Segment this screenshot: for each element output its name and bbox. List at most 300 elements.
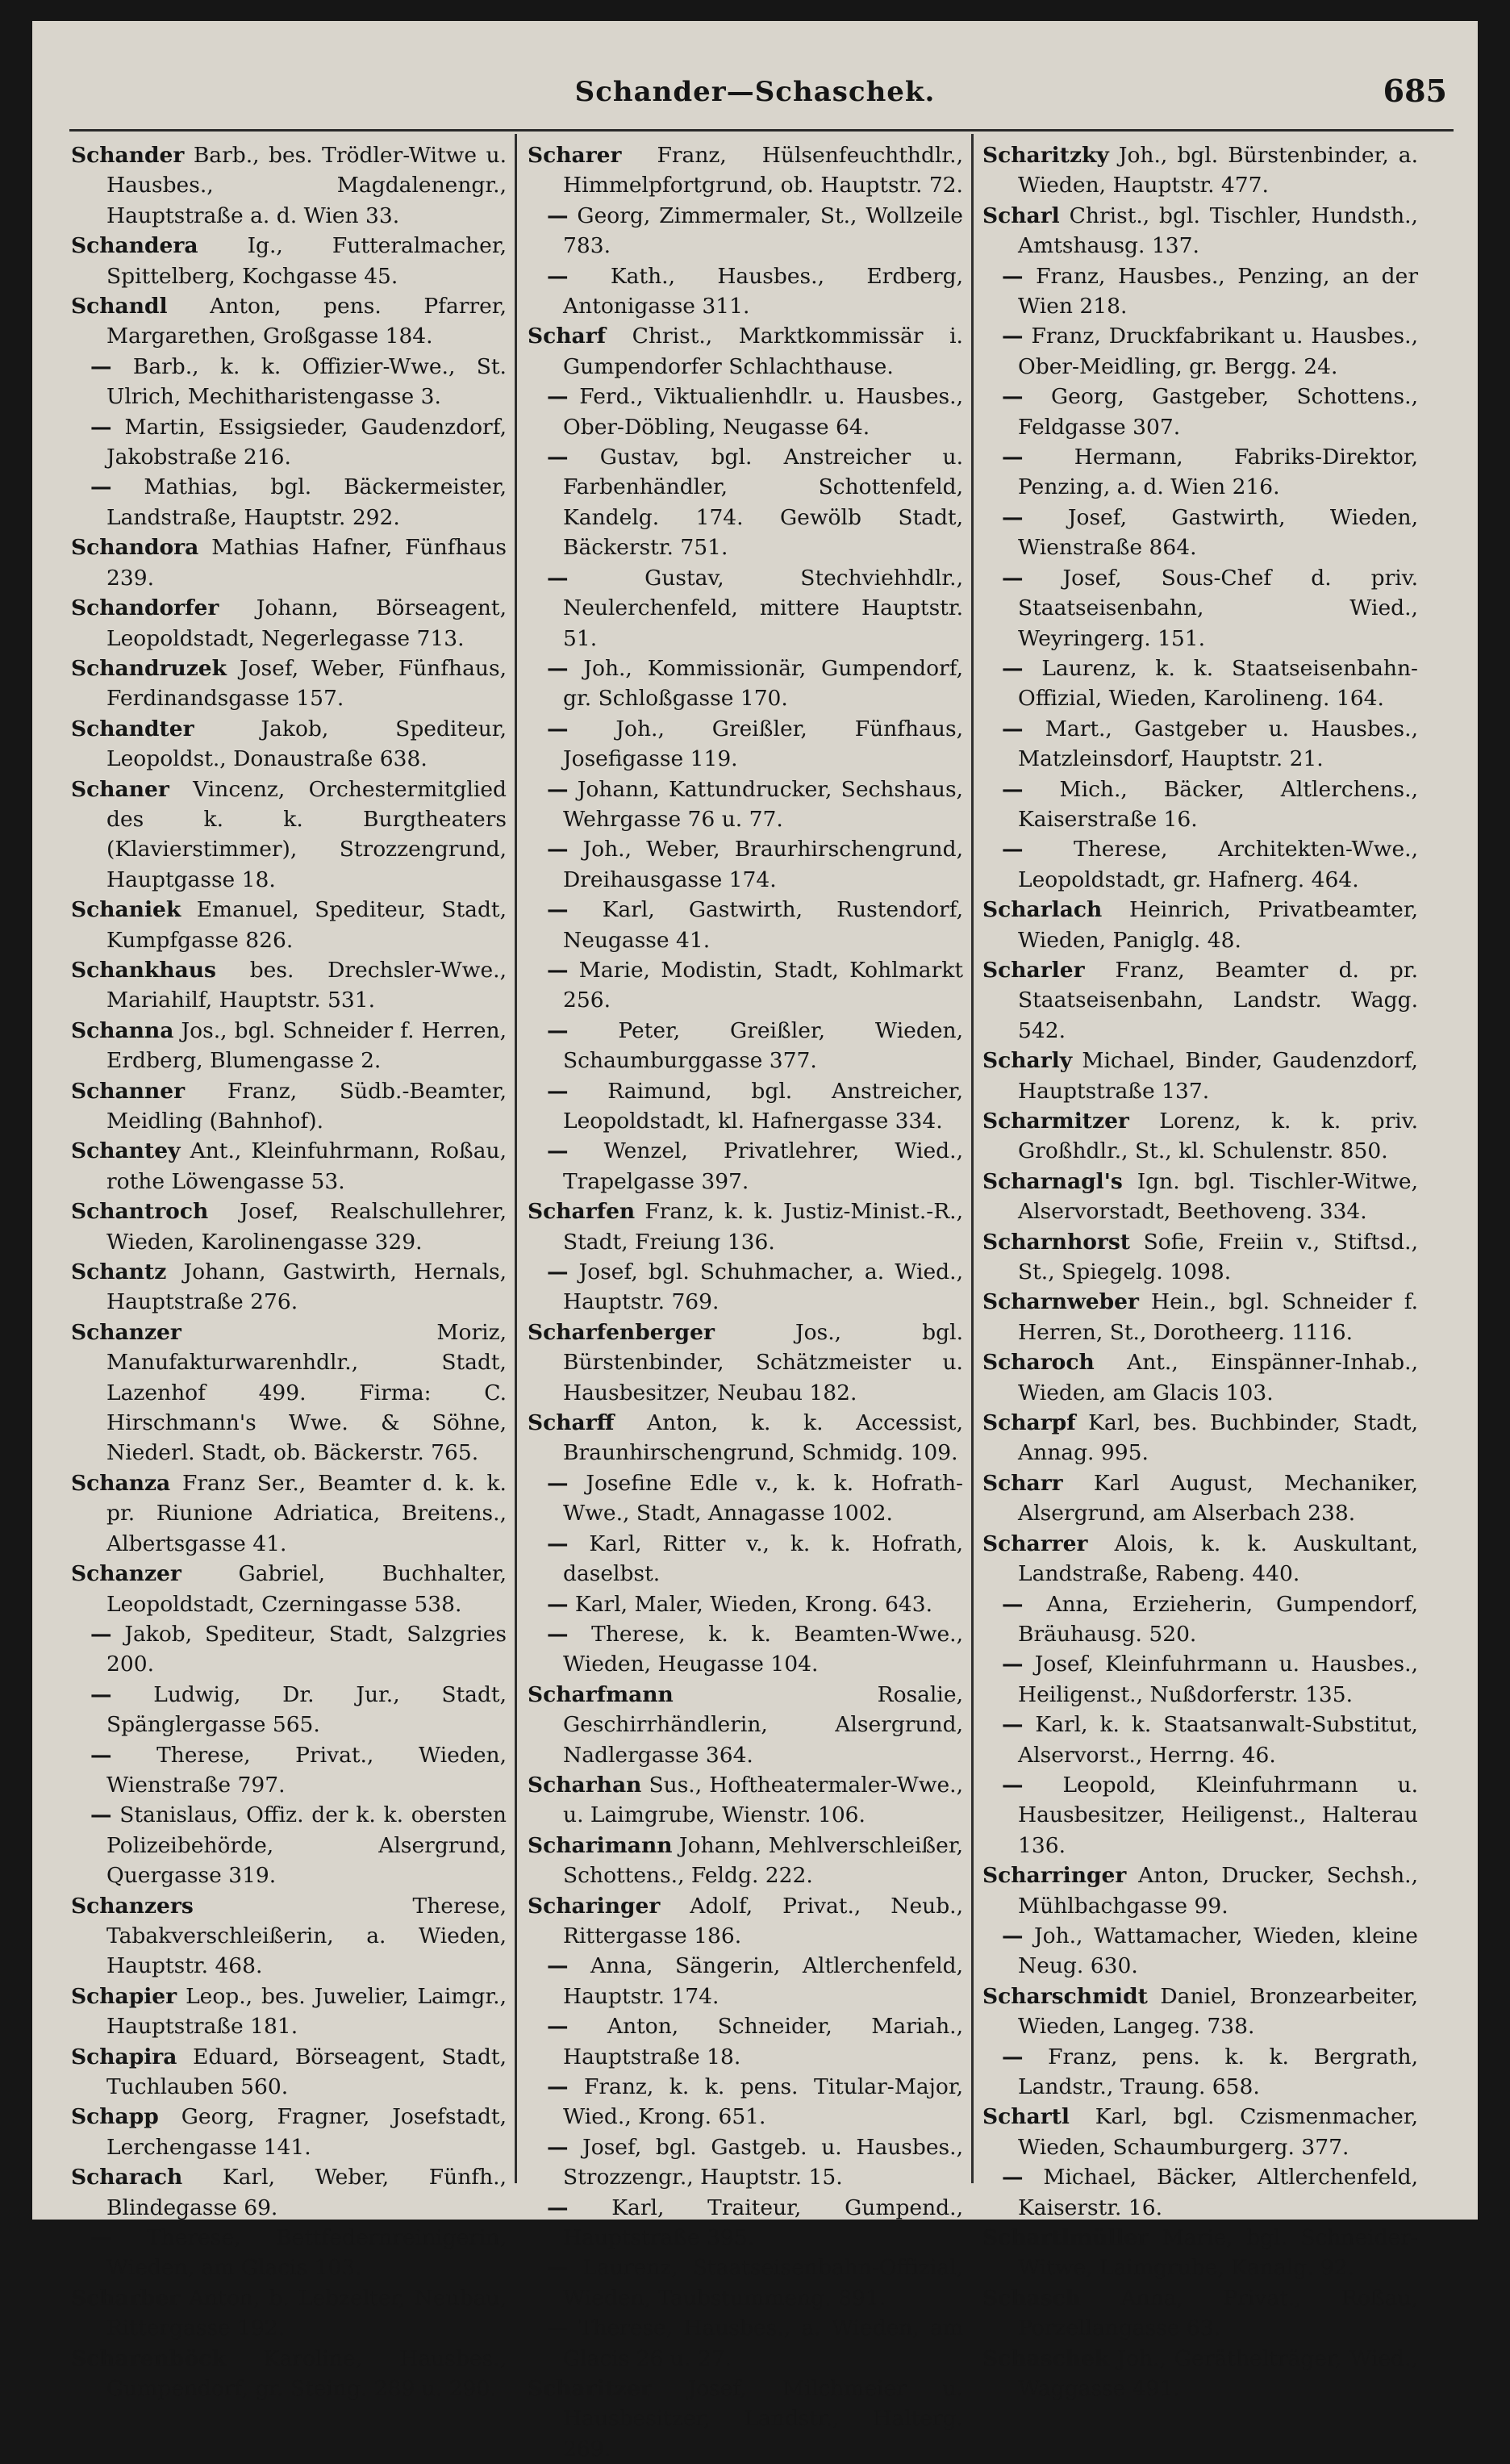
running-title: Schander—Schaschek. — [574, 76, 936, 108]
directory-entry — [71, 1619, 507, 1680]
entry-details: Jakob, Spediteur, Leopoldst., Donaustraße 638. — [106, 716, 507, 772]
directory-entry — [71, 2223, 507, 2283]
entry-details: Ferd., Viktualienhdlr. u. Hausbes., Ober-Döbling, Neugasse 64. — [563, 384, 963, 440]
entry-surname: Scharer — [528, 143, 622, 168]
entry-details: Karl, Gastwirth, Rustendorf, Neugasse 41. — [563, 897, 963, 953]
directory-entry — [528, 2011, 963, 2072]
entry-surname: Schander — [71, 143, 185, 168]
entry-details: Franz, k. k. pens. Titular-Major, Wied., Krong. 651. — [563, 2074, 963, 2130]
entry-surname: — — [1002, 1712, 1024, 1738]
entry-surname: Scharschmidt — [982, 1983, 1148, 2009]
directory-entry — [982, 1589, 1418, 1650]
entry-details: Marie, Modistin, Stadt, Kohlmarkt 256. — [563, 957, 963, 1013]
entry-surname: — — [547, 2316, 569, 2341]
entry-surname: — — [90, 1681, 112, 1707]
entry-surname: Scharly — [982, 1048, 1073, 1074]
entry-surname: — — [1002, 655, 1024, 681]
entry-surname: — — [547, 837, 569, 862]
directory-entry — [528, 261, 963, 322]
entry-details: Anna, Erzieherin, Gumpendorf, Bräuhausg. 520. — [1018, 1591, 1418, 1647]
directory-entry — [71, 1740, 507, 1801]
entry-details: Franz, Beamter d. pr. Staatseisenbahn, Landstr. Wagg. 542. — [1018, 957, 1418, 1043]
entry-surname: — — [1002, 2044, 1024, 2069]
entry-details: Karl, bgl. Czismenmacher, Wieden, Schaumburgerg. 377. — [1018, 2104, 1418, 2160]
entry-surname: Schandorfer — [71, 595, 219, 621]
directory-entry — [528, 2132, 963, 2193]
entry-details: Franz, pens. k. k. Bergrath, Landstr., Traung. 658. — [1018, 2044, 1418, 2099]
directory-entry — [528, 1408, 963, 1468]
directory-entry — [528, 1951, 963, 2011]
directory-entry — [982, 2162, 1418, 2223]
entry-details: Mart., Gastgeber u. Hausbes., Matzleinsdorf, Hauptstr. 21. — [1018, 716, 1418, 772]
entry-details: Josef, bgl. Schuhmacher, a. Wied., Hauptstr. 769. — [563, 1259, 963, 1315]
entry-surname: Scharringer — [982, 1863, 1127, 1889]
entry-surname: — — [90, 2225, 112, 2251]
entry-surname: — — [547, 655, 569, 681]
directory-entry — [71, 1982, 507, 2042]
directory-entry — [71, 472, 507, 532]
directory-entry — [71, 231, 507, 291]
directory-entry — [528, 895, 963, 955]
entry-details: Georg, Gastgeber, Schottens., Feldgasse 307. — [1018, 384, 1418, 440]
directory-entry — [982, 1770, 1418, 1861]
directory-entry — [528, 834, 963, 895]
entry-details: Martin, Essigsieder, Gaudenzdorf, Jakobstraße 216. — [106, 414, 507, 470]
directory-entry — [71, 2042, 507, 2103]
entry-surname: — — [1002, 1772, 1024, 1798]
directory-entry — [71, 1891, 507, 1982]
directory-entry — [71, 412, 507, 473]
entry-surname: Scharhan — [528, 1772, 642, 1798]
entry-details: Sofie, Freiin v., Stiftsd., St., Spiegelg. 1098. — [1018, 1229, 1418, 1285]
entry-details: Alois, k. k. Auskultant, Landstraße, Rabeng. 440. — [1018, 1531, 1418, 1587]
directory-entry — [982, 140, 1418, 201]
directory-entry — [528, 140, 963, 201]
entry-surname: — — [547, 1259, 569, 1285]
directory-entry — [528, 1468, 963, 1529]
entry-details: Therese, Hausbes., a. Wieden, am Glacis 26 u. 27. — [563, 2316, 963, 2371]
entry-details: Franz, Druckfabrikant u. Hausbes., Ober-Meidling, gr. Bergg. 24. — [1018, 324, 1418, 379]
entry-surname: Schandl — [71, 294, 168, 319]
entry-surname: Schankhaus — [71, 957, 216, 983]
entry-details: Georg, Fragner, Josefstadt, Lerchengasse 141. — [106, 2104, 507, 2160]
directory-entry — [528, 2072, 963, 2132]
directory-entry — [982, 834, 1418, 895]
entry-details: Joh., Wattamacher, Wieden, kleine Neug. 630. — [1018, 1923, 1418, 1979]
directory-entry — [528, 1076, 963, 1137]
entry-surname: Schandora — [71, 535, 199, 561]
directory-entry — [528, 654, 963, 714]
entry-surname: Scharitzer — [528, 2376, 652, 2402]
directory-entry — [71, 654, 507, 714]
entry-surname: — — [90, 1802, 112, 1828]
directory-entry — [528, 775, 963, 835]
entry-surname: Schaniek — [71, 897, 181, 923]
entry-surname: — — [547, 776, 569, 802]
entry-details: Ign. bgl. Tischler-Witwe, Alservorstadt, Beethoveng. 334. — [1018, 1168, 1418, 1225]
entry-details: Jos., bgl. Schneider f. Herren, Erdberg, Blumengasse 2. — [106, 1017, 507, 1074]
entry-details: Karl, Ritter v., k. k. Hofrath, daselbst. — [563, 1531, 963, 1587]
directory-entry — [982, 201, 1418, 261]
entry-details: Christ., Marktkommissär i. Gumpendorfer Schlachthause. — [563, 324, 963, 379]
directory-entry — [982, 1046, 1418, 1106]
entry-details: Wenzel, Privatlehrer, Wied., Trapelgasse 397. — [563, 1138, 963, 1194]
entry-surname: — — [1002, 324, 1024, 349]
directory-entry — [71, 1016, 507, 1076]
directory-entry — [982, 2283, 1418, 2344]
entry-surname: — — [1002, 445, 1024, 470]
directory-entry — [71, 2283, 507, 2344]
entry-surname: Schartlmüller — [982, 2225, 1149, 2251]
directory-entry — [982, 261, 1418, 322]
directory-entry — [982, 382, 1418, 442]
entry-details: Therese, Tabakverschleißerin, a. Wieden, Hauptstr. 468. — [106, 1893, 507, 1979]
entry-details: Johann, Mehlverschleißer, Schottens., Feldg. 222. — [563, 1832, 963, 1889]
entry-details: Joh., Kommissionär, Gumpendorf, gr. Schloßgasse 170. — [563, 655, 963, 712]
entry-details: Karl, Traiteur, Gumpend., Hauptstraße 395. — [563, 2195, 963, 2251]
directory-entry — [982, 1861, 1418, 1921]
directory-entry — [982, 1649, 1418, 1710]
entry-surname: Scharnweber — [982, 1289, 1139, 1315]
entry-surname: — — [1002, 776, 1024, 802]
entry-surname: — — [547, 2195, 569, 2220]
entry-details: Vincenz, Orchestermitglied des k. k. Burgtheaters (Klavierstimmer), Strozzengrund, Hauptgasse 18. — [106, 776, 507, 892]
entry-surname: — — [547, 2134, 569, 2160]
entry-details: Josef, bgl. Gastgeb. u. Hausbes., Strozzengr., Hauptstr. 15. — [563, 2134, 963, 2190]
entry-details: Johann, Börseagent, Leopoldstadt, Negerlegasse 713. — [106, 595, 507, 651]
entry-surname: — — [1002, 1923, 1024, 1948]
entry-details: Georg, Zimmermaler, St., Wollzeile 783. — [563, 203, 963, 259]
directory-entry — [528, 563, 963, 654]
page-number: 685 — [1383, 73, 1447, 109]
entry-details: Karl August, Mechaniker, Alsergrund, am Alserbach 238. — [1018, 1470, 1418, 1526]
entry-details: Ant., Kleinfuhrmann, Roßau, rothe Löwengasse 53. — [106, 1138, 507, 1194]
directory-entry — [71, 1468, 507, 1559]
entry-details: Jos., bgl. Bürstenbinder, Schätzmeister u. Hausbesitzer, Neubau 182. — [563, 1319, 963, 1405]
directory-entry — [71, 714, 507, 775]
entry-details: Gustav, bgl. Anstreicher u. Farbenhändler, Schottenfeld, Kandelg. 174. Gewölb Stadt, Bäckerstr. 751. — [563, 445, 963, 561]
entry-surname: Scharpf — [982, 1410, 1076, 1436]
entry-details: Heinrich, Privatbeamter, Wieden, Paniglg. 48. — [1018, 897, 1418, 953]
directory-entry — [71, 1680, 507, 1740]
entry-details: bes. Drechsler-Wwe., Mariahilf, Hauptstr. 531. — [106, 957, 507, 1013]
entry-surname: — — [547, 1531, 569, 1556]
directory-entry — [528, 955, 963, 1016]
entry-details: Stanislaus, Offiz. der k. k. obersten Polizeibehörde, Alsergrund, Quergasse 319. — [106, 1802, 507, 1889]
entry-surname: Schandera — [71, 233, 198, 259]
entry-details: Lorenz, k. k. priv. Großhdlr., St., kl. Schulenstr. 850. — [1018, 1109, 1418, 1164]
entry-surname: — — [90, 474, 112, 500]
entry-surname: — — [90, 414, 112, 440]
entry-surname: — — [547, 1138, 569, 1164]
directory-entry — [71, 2102, 507, 2162]
directory-entry — [528, 1016, 963, 1076]
directory-entry — [982, 1106, 1418, 1167]
directory-entry — [71, 1136, 507, 1197]
page-header — [32, 68, 1478, 116]
entry-surname: — — [547, 384, 569, 410]
entry-surname: Scharach — [71, 2165, 183, 2190]
entry-details: Johann, Kattundrucker, Sechshaus, Wehrgasse 76 u. 77. — [563, 776, 963, 832]
entry-surname: Scharber — [71, 2285, 181, 2311]
directory-entry — [528, 2193, 963, 2253]
entry-surname: — — [1002, 263, 1024, 289]
entry-surname: Schanza — [71, 1470, 171, 1496]
entry-details: Mathias Hafner, Fünfhaus 239. — [106, 535, 507, 591]
entry-surname: — — [547, 2255, 569, 2281]
entry-surname: Scharf — [528, 324, 607, 349]
entry-surname: Schanzer — [71, 1319, 181, 1345]
entry-surname: — — [547, 1470, 569, 1496]
column-2 — [528, 140, 963, 2464]
entry-details: Joh., Weber, Braurhirschengrund, Dreihausgasse 174. — [563, 837, 963, 892]
directory-entry — [982, 2042, 1418, 2103]
entry-surname: Schantey — [71, 1138, 181, 1164]
entry-surname: Schartl — [982, 2104, 1070, 2130]
entry-surname: Scharenböck — [71, 2345, 227, 2371]
entry-surname: — — [547, 1621, 569, 1647]
entry-surname: Scharimann — [528, 1832, 673, 1858]
entry-surname: Schaner — [71, 776, 169, 802]
entry-details: Karoline, Hausbes., Gumpendorf, gr. Steing. 289 u. 290. — [106, 2345, 507, 2402]
entry-surname: Scharoch — [982, 1350, 1095, 1376]
entry-details: Ludwig, Dr. Jur., Stadt, Spänglergasse 565. — [106, 1681, 507, 1738]
entry-surname: Scharfenberger — [528, 1319, 715, 1345]
entry-details: Michael, Bäcker, Altlerchenfeld, Kaiserstr. 16. — [1018, 2165, 1418, 2220]
directory-entry — [71, 2344, 507, 2404]
entry-surname: — — [547, 2074, 569, 2099]
directory-entry — [982, 2223, 1418, 2283]
entry-details: Anton, k. k. Accessist, Braunhirschengrund, Schmidg. 109. — [563, 1410, 963, 1466]
entry-details: Ant., Einspänner-Inhab., Wieden, am Glacis 103. — [1018, 1350, 1418, 1405]
directory-entry — [982, 955, 1418, 1046]
entry-details: Hein., bgl. Schneider f. Herren, St., Dorotheerg. 1116. — [1018, 1289, 1418, 1345]
entry-details: Franz, Hausbes., Penzing, an der Wien 218. — [1018, 263, 1418, 319]
directory-entry — [982, 775, 1418, 835]
directory-entry — [528, 1197, 963, 1257]
entry-details: Franz, Hülsenfeuchthdlr., Himmelpfortgrund, ob. Hauptstr. 72. — [563, 143, 963, 198]
directory-entry — [982, 714, 1418, 775]
entry-details: Josef, Realschullehrer, Wieden, Karolinengasse 329. — [106, 1199, 507, 1255]
entry-details: Anton, pens. Pfarrer, Margarethen, Großgasse 184. — [106, 294, 507, 349]
entry-details: Josef, Sous-Chef d. priv. Staatseisenbahn, Wied., Weyringerg. 151. — [1018, 565, 1418, 651]
entry-surname: — — [547, 1591, 569, 1617]
entry-surname: — — [1002, 837, 1024, 862]
column-divider — [515, 134, 517, 2183]
entry-details: Raimund, bgl. Anstreicher, Leopoldstadt, kl. Hafnergasse 334. — [563, 1078, 963, 1134]
entry-surname: Schanner — [71, 1078, 186, 1104]
entry-details: Karl, Maler, Wieden, Krong. 643. — [568, 1591, 932, 1617]
directory-entry — [528, 1589, 963, 1619]
entry-details: Adolf, Privat., Neub., Rittergasse 186. — [563, 1893, 963, 1948]
directory-entry — [982, 1468, 1418, 1529]
entry-details: Franz, Südb.-Beamter, Meidling (Bahnhof). — [106, 1078, 507, 1134]
directory-entry — [982, 1287, 1418, 1347]
entry-surname: Scharrer — [982, 1531, 1088, 1556]
directory-entry — [982, 1529, 1418, 1589]
directory-entry — [71, 1559, 507, 1619]
directory-entry — [528, 714, 963, 775]
entry-details: Leop., bes. Juwelier, Laimgr., Hauptstraße 181. — [106, 1983, 507, 2040]
entry-details: Laurenz, k. k. Staatseisenbahn-Offizial, Wieden, Karolineng. 164. — [1018, 655, 1418, 712]
entry-details: Peter, Greißler, Wieden, Schaumburggasse 377. — [563, 1017, 963, 1074]
entry-details: Kath., Hausbes., Erdberg, Antonigasse 311. — [563, 263, 963, 319]
directory-entry — [71, 1076, 507, 1137]
entry-details: Mich., Bäcker, Altlerchens., Kaiserstraße 16. — [1018, 776, 1418, 832]
entry-details: Franz, k. k. Justiz-Minist.-R., Stadt, Freiung 136. — [563, 1199, 963, 1255]
entry-surname: Scharlach — [982, 897, 1103, 923]
entry-surname: Scharitzky — [982, 143, 1109, 168]
directory-entry — [71, 352, 507, 412]
entry-details: Hermann, Fabriks-Direktor, Penzing, a. d. Wien 216. — [1018, 445, 1418, 500]
entry-details: Gabriel, Buchhalter, Leopoldstadt, Czerningasse 538. — [106, 1561, 507, 1617]
directory-entry — [71, 593, 507, 654]
entry-details: Josef, Gastwirth, Wieden, Wienstraße 864. — [1018, 504, 1418, 561]
directory-entry — [528, 1891, 963, 1952]
entry-details: Anton, b. Lebzelter, Neubau, Rittergasse 192. — [106, 2285, 507, 2341]
entry-details: Josef, Milchmeier u. Hausbesitzer, Landstr., Halterg. 269. — [563, 2376, 963, 2462]
entry-details: Daniel, Bronzearbeiter, Wieden, Langeg. 738. — [1018, 1983, 1418, 2040]
entry-details: Moriz, Manufakturwarenhdlr., Stadt, Lazenhof 499. Firma: C. Hirschmann's Wwe. & Söhne, Niederl. Stadt, ob. Bäckerstr. 765. — [106, 1319, 507, 1466]
directory-entry — [528, 2253, 963, 2313]
entry-details: Leopold, Kleinfuhrmann u. Hausbesitzer, Heiligenst., Halterau 136. — [1018, 1772, 1418, 1858]
entry-surname: Schapira — [71, 2044, 177, 2069]
directory-entry — [982, 2102, 1418, 2162]
entry-surname: Scharler — [982, 957, 1085, 983]
directory-entry — [528, 2374, 963, 2464]
entry-details: Therese, Bettfedernreinigerin, Wieden, am Glacis 103. — [106, 2225, 507, 2281]
directory-entry — [982, 895, 1418, 955]
column-1 — [71, 140, 507, 2403]
entry-details: Eduard, Börseagent, Stadt, Tuchlauben 560. — [106, 2044, 507, 2099]
entry-details: Rosalie, Geschirrhändlerin, Alsergrund, Nadlergasse 364. — [563, 1681, 963, 1768]
entry-surname: Scharinger — [528, 1893, 661, 1919]
directory-entry — [71, 291, 507, 352]
entry-details: Anna, Sängerin, Altlerchenfeld, Hauptstr. 174. — [563, 1953, 963, 2009]
directory-entry — [71, 140, 507, 231]
entry-details: Jakob, Spediteur, Stadt, Salzgries 200. — [106, 1621, 507, 1677]
directory-entry — [982, 1347, 1418, 1408]
entry-surname: Scharff — [528, 1410, 615, 1436]
entry-surname: — — [1002, 504, 1024, 530]
directory-entry — [528, 1136, 963, 1197]
entry-details: Karl, Weber, Fünfh., Blindegasse 69. — [106, 2165, 507, 2220]
entry-details: Michael, Binder, Gaudenzdorf, Hauptstraße 137. — [1018, 1048, 1418, 1104]
directory-entry — [71, 775, 507, 896]
entry-surname: — — [547, 1953, 569, 1979]
directory-entry — [982, 1982, 1418, 2042]
directory-entry — [528, 1770, 963, 1831]
directory-entry — [528, 1831, 963, 1891]
directory-entry — [982, 654, 1418, 714]
entry-surname: — — [547, 1078, 569, 1104]
entry-surname: — — [1002, 2165, 1024, 2190]
header-rule — [69, 129, 1454, 132]
directory-entry — [71, 1318, 507, 1468]
entry-details: Gustav, Stechviehhdlr., Neulerchenfeld, mittere Hauptstr. 51. — [563, 565, 963, 651]
entry-details: Therese, Privat., Wieden, Wienstraße 797. — [106, 1742, 507, 1798]
directory-entry — [982, 563, 1418, 654]
entry-surname: Schanzer — [71, 1561, 181, 1587]
entry-surname: Schasch — [982, 2285, 1082, 2311]
directory-entry — [982, 321, 1418, 382]
entry-surname: Schapier — [71, 1983, 177, 2009]
entry-details: Anna, Privat., Roßau, Porzellangasse 63. — [1018, 2285, 1418, 2341]
entry-details: Barb., bes. Trödler-Witwe u. Hausbes., Magdalenengr., Hauptstraße a. d. Wien 33. — [106, 143, 507, 228]
entry-surname: Schanzers — [71, 1893, 194, 1919]
entry-details: Joh., Geräthelträger, Wied., Waggasse 491. — [1018, 2345, 1418, 2402]
entry-details: Christ., bgl. Tischler, Hundsth., Amtshausg. 137. — [1018, 203, 1418, 259]
entry-details: Barb., k. k. Offizier-Wwe., St. Ulrich, Mechitharistengasse 3. — [106, 353, 507, 410]
directory-entry — [982, 442, 1418, 503]
entry-surname: — — [1002, 565, 1024, 591]
entry-surname: — — [1002, 384, 1024, 410]
entry-surname: Schantz — [71, 1259, 167, 1285]
entry-details: Josef, Weber, Fünfhaus, Ferdinandsgasse 157. — [106, 655, 507, 712]
entry-surname: Schaschek — [982, 2345, 1110, 2371]
directory-entry — [982, 1710, 1418, 1770]
directory-entry — [982, 2344, 1418, 2404]
entry-surname: — — [547, 716, 569, 741]
entry-details: Mathias, bgl. Bäckermeister, Landstraße, Hauptstr. 292. — [106, 474, 507, 530]
directory-entry — [982, 1227, 1418, 1288]
directory-entry — [528, 1318, 963, 1408]
entry-details: Anton, Schneider, Mariah., Hauptstraße 18. — [563, 2014, 963, 2069]
entry-surname: — — [547, 203, 569, 228]
entry-surname: Scharmitzer — [982, 1109, 1129, 1134]
entry-details: Therese, k. k. Beamten-Wwe., Wieden, Heugasse 104. — [563, 1621, 963, 1677]
directory-entry — [528, 201, 963, 261]
directory-entry — [528, 321, 963, 382]
directory-entry — [71, 1257, 507, 1318]
entry-details: Franz Ser., Beamter d. k. k. pr. Riunione Adriatica, Breitens., Albertsgasse 41. — [106, 1470, 507, 1556]
directory-page — [32, 21, 1478, 2462]
entry-surname: Scharnagl's — [982, 1168, 1123, 1194]
entry-details: Johann, Gastwirth, Hernals, Hauptstraße 276. — [106, 1259, 507, 1315]
directory-entry — [982, 503, 1418, 563]
entry-surname: — — [547, 263, 569, 289]
entry-surname: Schandruzek — [71, 655, 227, 681]
entry-details: Joh., bgl. Bürstenbinder, a. Wieden, Hauptstr. 477. — [1018, 143, 1418, 198]
directory-entry — [71, 895, 507, 955]
entry-details: Josefine Edle v., k. k. Hofrath-Wwe., Stadt, Annagasse 1002. — [563, 1470, 963, 1526]
directory-entry — [71, 955, 507, 1016]
entry-details: Laurenz, Staatseisenbahn-Offizial, Wieden, Taubstummeng. 891. — [563, 2255, 963, 2311]
entry-surname: Schanna — [71, 1017, 174, 1043]
directory-entry — [528, 1680, 963, 1770]
entry-details: Marie, bgl. Schneider-Witwe, Laimgrube, Kanalg. 92. — [1018, 2225, 1418, 2281]
directory-entry — [71, 532, 507, 593]
entry-surname: — — [547, 957, 569, 983]
directory-entry — [71, 1197, 507, 1257]
entry-details: Anton, Drucker, Sechsh., Mühlbachgasse 99. — [1018, 1863, 1418, 1919]
entry-surname: — — [547, 565, 569, 591]
directory-entry — [71, 2162, 507, 2223]
entry-surname: Scharnhorst — [982, 1229, 1131, 1255]
entry-surname: — — [1002, 1591, 1024, 1617]
entry-details: Josef, Kleinfuhrmann u. Hausbes., Heiligenst., Nußdorferstr. 135. — [1018, 1652, 1418, 1707]
column-divider — [971, 134, 974, 2183]
entry-surname: — — [1002, 1652, 1024, 1677]
column-3 — [982, 140, 1418, 2403]
entry-surname: Scharfmann — [528, 1681, 674, 1707]
directory-entry — [982, 1167, 1418, 1227]
directory-entry — [528, 2313, 963, 2374]
entry-surname: — — [547, 897, 569, 923]
entry-surname: Scharl — [982, 203, 1060, 228]
entry-surname: — — [90, 1621, 112, 1647]
directory-entry — [528, 382, 963, 442]
